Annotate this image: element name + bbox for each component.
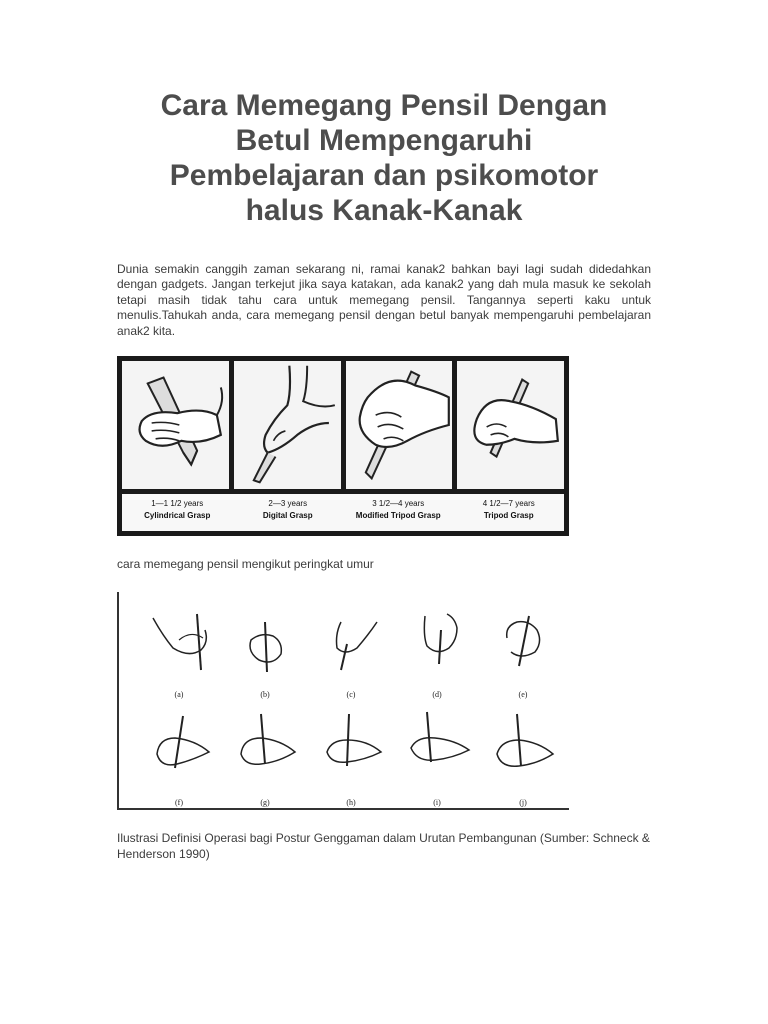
fist-grasp-icon bbox=[122, 361, 229, 489]
stage-4-panel bbox=[457, 361, 564, 489]
grasp-postures-figure bbox=[117, 592, 569, 810]
figure-1-caption: cara memegang pensil mengikut peringkat umur bbox=[117, 557, 374, 571]
title-line-2: Betul Mempengaruhi bbox=[235, 124, 533, 157]
posture-g-icon bbox=[225, 708, 305, 798]
posture-j-label: (j) bbox=[519, 798, 527, 807]
posture-i-icon bbox=[397, 708, 477, 798]
posture-d-icon bbox=[397, 600, 477, 690]
posture-f bbox=[139, 708, 219, 816]
intro-paragraph: Dunia semakin canggih zaman sekarang ni, ramai kanak2 bahkan bayi lagi sudah didedahkan dengan gadgets. Jangan terkejut jika saya katakan, ada kanak2 yang dah mula masuk ke sekolah tetapi masih tidak tahu cara untuk memegang pensil. Tangannya seperti kaku untuk menulis.Tahukah anda, cara memegang pensil dengan betul banyak mempengaruhi pembelajaran anak2 kita. bbox=[117, 262, 651, 338]
stage-3-name: Modified Tripod Grasp bbox=[355, 511, 441, 520]
title-line-3: Pembelajaran dan psikomotor bbox=[169, 159, 599, 192]
stage-2-panel bbox=[234, 361, 341, 489]
posture-b bbox=[225, 600, 305, 708]
page-title bbox=[117, 88, 651, 228]
posture-e-icon bbox=[483, 600, 563, 690]
posture-h bbox=[311, 708, 391, 816]
stage-2-name: Digital Grasp bbox=[262, 511, 313, 520]
stage-2-age: 2—3 years bbox=[268, 499, 308, 508]
posture-i-label: (i) bbox=[433, 798, 441, 807]
posture-i bbox=[397, 708, 477, 816]
posture-a-label: (a) bbox=[174, 690, 184, 699]
modified-tripod-icon bbox=[346, 361, 453, 489]
stage-1-panel bbox=[122, 361, 229, 489]
posture-b-label: (b) bbox=[260, 690, 270, 699]
title-line-4: halus Kanak-Kanak bbox=[245, 194, 523, 227]
posture-h-label: (h) bbox=[346, 798, 356, 807]
posture-d-label: (d) bbox=[432, 690, 442, 699]
stage-2-label bbox=[233, 494, 344, 531]
posture-c-icon bbox=[311, 600, 391, 690]
posture-j bbox=[483, 708, 563, 816]
stage-1-name: Cylindrical Grasp bbox=[144, 511, 211, 520]
posture-a bbox=[139, 600, 219, 708]
stage-3-label bbox=[343, 494, 454, 531]
title-line-1: Cara Memegang Pensil Dengan bbox=[160, 89, 608, 122]
posture-e-label: (e) bbox=[518, 690, 528, 699]
posture-e bbox=[483, 600, 563, 708]
figure-2-caption: Ilustrasi Definisi Operasi bagi Postur Genggaman dalam Urutan Pembangunan (Sumber: Schneck & Henderson 1990) bbox=[117, 831, 650, 861]
stage-3-age: 3 1/2—4 years bbox=[372, 499, 425, 508]
posture-b-icon bbox=[225, 600, 305, 690]
stage-4-name: Tripod Grasp bbox=[483, 511, 534, 520]
posture-f-label: (f) bbox=[175, 798, 183, 807]
stage-4-label bbox=[454, 494, 565, 531]
grasp-stages-figure bbox=[117, 356, 569, 536]
posture-d bbox=[397, 600, 477, 708]
tripod-grasp-icon bbox=[457, 361, 564, 489]
posture-h-icon bbox=[311, 708, 391, 798]
posture-c bbox=[311, 600, 391, 708]
posture-g-label: (g) bbox=[260, 798, 270, 807]
stage-1-label bbox=[122, 494, 233, 531]
digital-grasp-icon bbox=[234, 361, 341, 489]
stage-4-age: 4 1/2—7 years bbox=[482, 499, 535, 508]
stage-1-age: 1—1 1/2 years bbox=[151, 499, 204, 508]
stage-3-panel bbox=[346, 361, 453, 489]
posture-c-label: (c) bbox=[346, 690, 356, 699]
posture-j-icon bbox=[483, 708, 563, 798]
posture-f-icon bbox=[139, 708, 219, 798]
posture-a-icon bbox=[139, 600, 219, 690]
posture-g bbox=[225, 708, 305, 816]
